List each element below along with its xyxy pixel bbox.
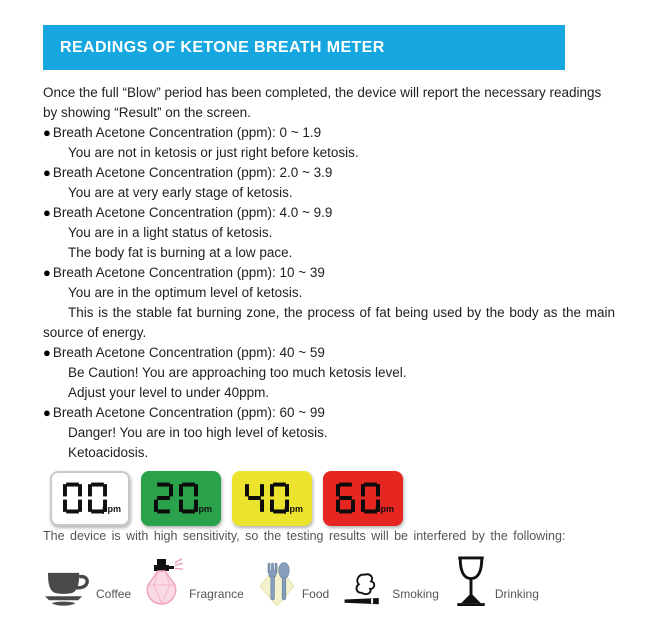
page-title: READINGS OF KETONE BREATH METER xyxy=(60,38,385,56)
reading-detail: You are not in ketosis or just right before ketosis. xyxy=(68,145,359,160)
coffee-icon xyxy=(44,569,91,608)
reading-item xyxy=(43,343,615,403)
ppm-unit-label: ppm xyxy=(284,504,303,514)
bullet-icon: ● xyxy=(43,265,51,280)
reading-heading: Breath Acetone Concentration (ppm): 10 ~ 39 xyxy=(52,265,325,280)
intro-paragraph: Once the full “Blow” period has been completed, the device will report the necessary readings by showing “Result” on the screen. xyxy=(43,85,602,120)
fragrance-icon xyxy=(144,558,184,608)
reading-detail: You are in a light status of ketosis. xyxy=(68,225,273,240)
reading-detail: The body fat is burning at a low pace. xyxy=(68,245,293,260)
reading-item xyxy=(43,163,615,203)
bullet-icon: ● xyxy=(43,165,51,180)
interferent-coffee xyxy=(44,569,131,608)
interferent-drinking xyxy=(452,555,539,608)
interferent-label: Smoking xyxy=(392,587,439,601)
reading-heading: Breath Acetone Concentration (ppm): 60 ~ 99 xyxy=(52,405,325,420)
ppm-unit-label: ppm xyxy=(375,504,394,514)
reading-item xyxy=(43,123,615,163)
reading-item xyxy=(43,403,615,463)
reading-detail: You are in the optimum level of ketosis. xyxy=(68,285,303,300)
reading-detail: Danger! You are in too high level of ketosis. xyxy=(68,425,328,440)
lcd-display-40 xyxy=(232,471,312,526)
bullet-icon: ● xyxy=(43,345,51,360)
lcd-display-00 xyxy=(50,471,130,526)
interferent-smoking xyxy=(342,570,439,608)
interferent-list xyxy=(44,555,615,608)
reading-detail: This is the stable fat burning zone, the process of fat being used by the body as the main source of energy. xyxy=(43,305,615,340)
reading-item xyxy=(43,263,615,343)
smoking-icon xyxy=(342,570,387,608)
drinking-icon xyxy=(452,555,490,608)
bullet-icon: ● xyxy=(43,405,51,420)
reading-heading: Breath Acetone Concentration (ppm): 2.0 ~ 3.9 xyxy=(52,165,333,180)
reading-heading: Breath Acetone Concentration (ppm): 40 ~ 59 xyxy=(52,345,325,360)
bullet-icon: ● xyxy=(43,205,51,220)
food-icon xyxy=(257,558,297,608)
reading-heading: Breath Acetone Concentration (ppm): 0 ~ 1.9 xyxy=(52,125,322,140)
interferent-label: Food xyxy=(301,587,330,601)
interferent-label: Coffee xyxy=(96,587,132,601)
interferent-label: Drinking xyxy=(494,587,539,601)
sensitivity-note: The device is with high sensitivity, so the testing results will be interfered by the following: xyxy=(43,529,566,543)
interferent-fragrance xyxy=(144,558,244,608)
lcd-display-60 xyxy=(323,471,403,526)
bullet-icon: ● xyxy=(43,125,51,140)
reading-item xyxy=(43,203,615,263)
seven-segment-digits xyxy=(63,482,107,514)
reading-heading: Breath Acetone Concentration (ppm): 4.0 ~ 9.9 xyxy=(52,205,333,220)
interferent-food xyxy=(257,558,329,608)
lcd-display-20 xyxy=(141,471,221,526)
seven-segment-digits xyxy=(154,482,198,514)
reading-detail: Ketoacidosis. xyxy=(68,445,149,460)
interferent-label: Fragrance xyxy=(189,587,244,601)
lcd-display-row xyxy=(50,471,615,526)
content-area xyxy=(43,83,615,608)
reading-detail: Adjust your level to under 40ppm. xyxy=(68,385,270,400)
seven-segment-digits xyxy=(245,482,289,514)
reading-detail: You are at very early stage of ketosis. xyxy=(68,185,293,200)
section-header xyxy=(43,25,565,70)
ppm-unit-label: ppm xyxy=(193,504,212,514)
seven-segment-digits xyxy=(336,482,380,514)
reading-detail: Be Caution! You are approaching too much ketosis level. xyxy=(68,365,407,380)
ppm-unit-label: ppm xyxy=(102,504,121,514)
